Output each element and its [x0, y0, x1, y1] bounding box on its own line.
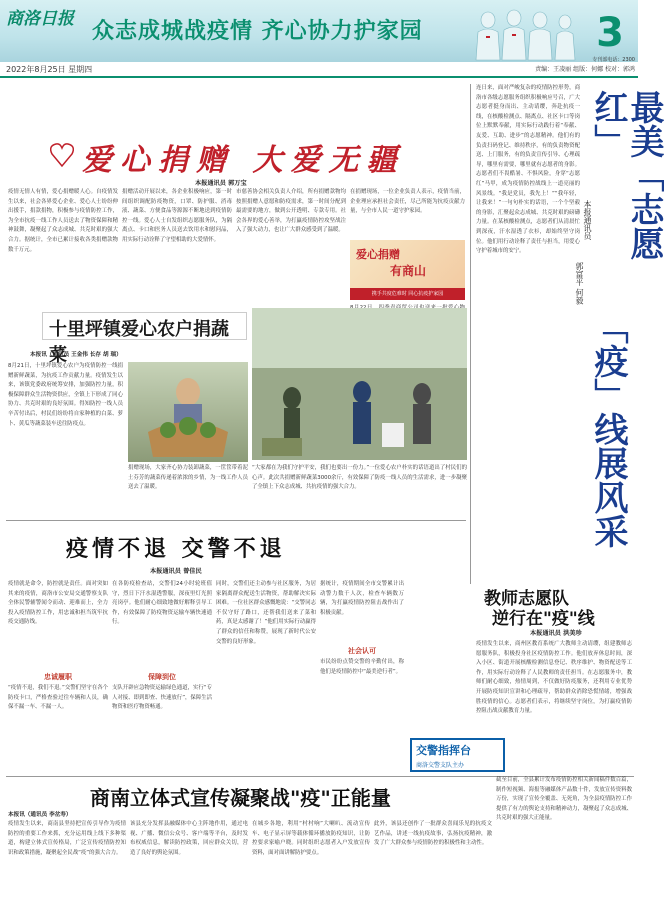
poster-line-2: 有商山 [390, 264, 427, 278]
vegetable-photo [128, 362, 248, 462]
middle-body-col-4b: 市民纷纷点赞交警的辛勤付出，称他们是疫情防控中“最美逆行者”。 [320, 659, 404, 675]
bottom-byline: 本报讯（通讯员 李岔寿） [8, 812, 72, 818]
paper-name: 商洛日报 [6, 9, 74, 29]
poster-caption: 携手共度危难时 同心抗疫护家园 [350, 288, 465, 300]
bottom-body-col-4: 此外，该县还创作了一批群众喜闻乐见的抗疫文艺作品，讲述一线抗疫故事，弘扬抗疫精神，激发了广大群众参与疫情防控的积极性和主动性。 [374, 821, 492, 847]
issue-date: 2022年8月25日 星期四 [6, 65, 93, 74]
right-body: 连日来，面对严峻复杂的疫情防控形势，商洛市各级志愿服务组织积极响应号召，广大志愿者挺身而出、主动请缨，奔赴抗疫一线，在核酸检测点、隔离点、社区卡口等岗位上默默奉献，用实际行动践行着“奉献、友爱、互助、进步”的志愿精神。他们有的负责扫码登记、维持秩序，有的负责物资配送、上门服务，有的负责宣传引导、心理疏导，哪里有需要，哪里就有志愿者的身影。志愿者们不畏酷暑、不惧风险，身穿“志愿红”马甲，成为疫情防控战线上一道亮丽的风景线。“我是党员，我先上！”“我年轻，让我来！”一句句朴实的话语，一个个坚毅的身影，汇聚起众志成城、共克时艰的磅礴力量。在某核酸检测点，志愿者们从清晨忙到深夜，汗水湿透了衣衫，却始终坚守岗位。他们用行动诠释了责任与担当，用爱心守护着城市的安宁。 [476, 85, 580, 255]
right-byline-1: 本报通讯员 [583, 200, 592, 240]
right-headline-2: 「疫」线展风采 [588, 310, 628, 548]
bottom-body-col-5: 截至目前，全县累计发布疫情防控相关新闻稿件数百篇，制作短视频、海报等融媒体产品数十件，发放宣传资料数万份，实现了宣传全覆盖、无死角，为全县疫情防控工作提供了有力的舆论支持和精神动力，凝聚起了众志成城、共克时艰的强大正能量。 [496, 777, 632, 822]
bottom-body-col-2: 该县充分发挥县融媒体中心主阵地作用，通过电视、广播、微信公众号、客户端等平台，及时发布权威信息，解读防控政策，回应群众关切，营造了良好的舆论氛围。 [130, 821, 248, 856]
page-number: 3 [596, 10, 624, 56]
teacher-headline-1: 教师志愿队 [484, 589, 569, 609]
teacher-headline-2: 逆行在"疫"线 [492, 609, 595, 629]
middle-body-col-4: 据统计，疫情期间全市交警累计出动警力数千人次，检查车辆数万辆，为打赢疫情防控阻击战作出了积极贡献。 [320, 581, 404, 616]
medical-workers-illustration-icon [470, 6, 580, 60]
right-headline-1: 最美「志愿红」 [588, 90, 664, 260]
dept-telephone: 专刊部电话：2300 [592, 57, 635, 63]
teacher-byline: 本报通讯员 洪美珍 [530, 630, 582, 637]
middle-headline: 疫情不退 交警不退 [66, 536, 286, 562]
donation-poster [350, 240, 465, 300]
lead-body-col-1: 疫情无情人有情，爱心捐赠暖人心。自疫情发生以来，社会各界爱心企业、爱心人士纷纷伸出援手，捐款捐物，积极参与疫情防控工作，为全市抗疫一线工作人员送去了物资保障和精神鼓舞，凝聚起了众志成城、共克时艰的强大合力。据统计，全市已累计接收各类捐赠款物数千万元。 [8, 189, 118, 253]
poster-line-1: 爱心捐赠 [356, 248, 400, 261]
farm-body-col-2: 捐赠现场，大家齐心协力装卸蔬菜，一筐筐带着泥土芬芳的蔬菜传递着浓浓的乡情，为一线工作人员送去了温暖。 [128, 465, 248, 491]
badge-title: 交警指挥台 [416, 744, 471, 757]
middle-body-col-1b: “疫情不退，我们不退。”交警们坚守在各个防疫卡口，严格查验过往车辆和人员，确保不漏一车、不漏一人。 [8, 685, 108, 711]
section-rule [6, 520, 466, 521]
column-rule [470, 84, 471, 584]
middle-subhead-2: 保障到位 [148, 673, 176, 681]
middle-body-col-2b: 支队开辟应急物资运输绿色通道，实行“专人对接、即到即查、快速放行”，保障生活物资和医疗物资畅通。 [112, 685, 212, 711]
masthead-slogan: 众志成城战疫情 齐心协力护家园 [92, 19, 423, 44]
heart-icon [50, 140, 74, 168]
middle-body-col-1: 疫情就是命令，防控就是责任。面对突如其来的疫情，商洛市公安局交通警察支队全体民警辅警闻令而动、迎难而上，全力投入疫情防控工作，用忠诚和担当筑牢抗疫交通防线。 [8, 581, 108, 626]
farm-photo [252, 308, 467, 460]
teacher-body: 疫情发生以来，商州区教育系统广大教师主动请缨，组建教师志愿服务队，积极投身社区疫情防控工作。他们放弃休息时间，深入小区、街道开展核酸检测信息登记、秩序维护、物资配送等工作，用实际行动诠释了人民教师的责任担当。在志愿服务中，教师们耐心细致，热情周到，不仅做好防疫服务，还利用专业优势开展防疫知识宣讲和心理疏导，帮助群众消除恐慌情绪，增强战胜疫情的信心。志愿者们表示，将继续坚守岗位，为打赢疫情防控阻击战贡献教育力量。 [476, 641, 632, 715]
bottom-body-col-1: 疫情发生以来，商南县坚持把宣传引导作为疫情防控的重要工作来抓，充分运用线上线下多种渠道，构建立体式宣传格局，广泛宣传疫情防控知识和政策措施，凝聚起全民战“疫”的强大合力。 [8, 821, 126, 856]
middle-body-col-2: 在各防疫检查站，交警们24小时轮班值守，烈日下汗水湿透警服，深夜里灯光照亮岗亭。他们耐心细致地做好解释引导工作，有效保障了防疫物资运输车辆快速通行。 [112, 581, 212, 626]
paper-logo [6, 10, 78, 50]
lead-body-col-2: 捐赠活动开展以来，各企业积极响应，第一时间组织调配防疫物资，口罩、防护服、消毒液、蔬菜、方便食品等源源不断地送到疫情防控一线。爱心人士自发组织志愿服务队，为隔离点、卡口和医务人员送去饮用水和慰问品，用实际行动诠释了守望相助的大爱情怀。 [122, 189, 232, 243]
photo-scene-icon [252, 308, 467, 460]
farm-headline: 十里坪镇爱心农户捐蔬菜 [49, 319, 229, 366]
badge-sub: 商洛交警支队主办 [416, 762, 465, 769]
middle-subhead-3: 社会认可 [348, 647, 376, 655]
bottom-body-col-3: 在城乡各地，利用“村村响”大喇叭、流动宣传车、电子显示屏等载体循环播放防疫知识，让防控要求家喻户晓。同时组织志愿者入户发放宣传资料，面对面讲解防护要点。 [252, 821, 370, 856]
lead-body-col-4: 在捐赠现场，一位企业负责人表示，疫情当前，企业理应承担社会责任，尽己所能为抗疫贡献力量，与全市人民一道守护家园。 [350, 189, 465, 215]
lead-headline: 爱心捐赠 大爱无疆 [82, 143, 405, 178]
lead-body-col-3: 市慈善协会相关负责人介绍，所有捐赠款物均按照捐赠人意愿和防疫需求，第一时间分配到最需要的地方，做到公开透明、专款专用。社会各界的爱心善举，为打赢疫情防控攻坚战注入了强大动力，也让广大群众感受到了温暖。 [236, 189, 346, 234]
right-byline-2: 郭富平 何毅 [575, 262, 584, 305]
bottom-headline: 商南立体式宣传凝聚战"疫"正能量 [90, 786, 391, 810]
farm-body-col-3: “大家都在为我们守护平安，我们也要出一份力。”一位爱心农户朴实的话语道出了村民们的心声。此次共捐赠新鲜蔬菜3000余斤，有效保障了防疫一线人员的生活需求，进一步凝聚了全镇上下众志成城、共抗疫情的强大合力。 [252, 465, 467, 491]
farm-byline: 本报讯（通讯员 王金伟 长存 胡 瑞） [30, 352, 122, 358]
masthead [0, 0, 638, 78]
editor-credits: 责编：王凌丽 组版：何娜 校对：郭鸿 [535, 66, 635, 73]
middle-body-col-3: 同时，交警们还主动参与社区服务，为居家隔离群众配送生活物资，帮助解决实际困难。一位社区群众感慨地说：“交警同志不仅守好了路口，还帮我们送来了菜和药，真是太感谢了！”他们用实际行动赢得了群众的信任和称赞，展现了新时代公安交警的良好形象。 [216, 581, 316, 645]
vegetable-basket-icon [128, 362, 248, 462]
middle-subhead-1: 忠诚履职 [44, 673, 72, 681]
lead-byline: 本报通讯员 郭万宝 [195, 180, 247, 187]
farm-body-col-1: 8月21日，十里坪镇爱心农户为疫情防控一线捐赠新鲜蔬菜，为抗疫工作贡献力量。疫情发生以来，该镇党委政府统筹安排，加强防控力量，积极保障群众生活物资供应，全镇上下形成了同心协力、共克时艰的良好氛围。得知防控一线人员辛苦付出后，村民们纷纷将自家种植的白菜、萝卜、黄瓜等蔬菜装车送往防疫点。 [8, 363, 123, 427]
middle-byline: 本报通讯员 曾佳民 [150, 568, 202, 575]
